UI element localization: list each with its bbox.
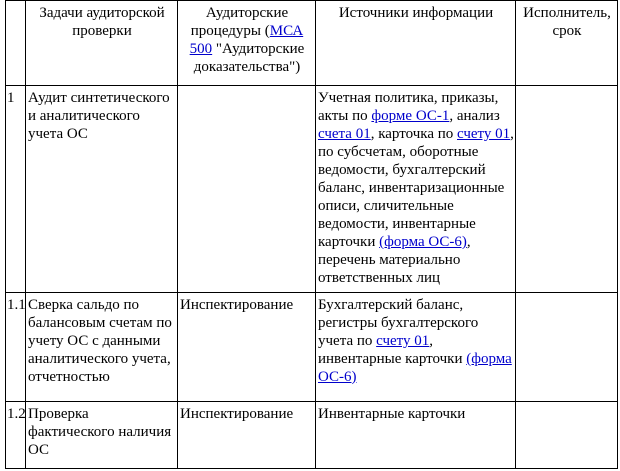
table-row [6,293,618,402]
sources-text: , перечень материально ответственных лиц [318,234,471,286]
row-task: Аудит синтетического и аналитического учета ОС [26,86,178,293]
header-number [6,1,26,86]
table-row [6,86,618,293]
table-row [6,402,618,469]
row-task: Проверка фактического наличия ОС [26,402,178,469]
header-procedures-prefix: Аудиторские процедуры ( [190,5,289,39]
sources-text: , анализ [449,108,500,124]
row-executor [516,293,618,402]
row-number: 1.1 [6,293,26,402]
sources-text: Учетная политика, приказы, акты по [318,90,499,124]
sources-text: , карточка по [370,126,457,142]
msa-500-link[interactable]: МСА 500 [189,23,304,57]
row-task: Сверка сальдо по балансовым счетам по учету ОС с данными аналитического учета, отчетностью [26,293,178,402]
row-sources [316,293,516,402]
row-executor [516,402,618,469]
header-executor: Исполнитель, срок [516,1,618,86]
sources-text: , по субсчетам, оборотные ведомости, бухгалтерский баланс, инвентаризационные описи, сличительные ведомости, инвентарные карточки [318,126,514,250]
sources-text: , инвентарные карточки [318,333,467,367]
row-procedure [178,86,316,293]
header-sources: Источники информации [316,1,516,86]
header-procedures [178,1,316,86]
audit-plan-table [5,0,618,469]
sources-text: Бухгалтерский баланс, регистры бухгалтерского учета по [318,297,479,349]
sources-text: Инвентарные карточки [318,406,466,422]
row-sources [316,402,516,469]
form-os-6-link[interactable]: (форма ОС-6) [379,234,467,250]
table-header-row [6,1,618,86]
account-01-link[interactable]: счета 01 [318,126,371,142]
row-sources [316,86,516,293]
form-os-6-link[interactable]: (форма ОС-6) [318,351,512,385]
row-number: 1 [6,86,26,293]
row-procedure: Инспектирование [178,293,316,402]
row-number: 1.2 [6,402,26,469]
header-procedures-suffix: "Аудиторские доказательства") [193,41,305,75]
account-01-link[interactable]: счету 01 [457,126,511,142]
document-page [5,0,620,471]
form-os-1-link[interactable]: форме ОС-1 [371,108,450,124]
row-executor [516,86,618,293]
row-procedure: Инспектирование [178,402,316,469]
header-tasks: Задачи аудиторской проверки [26,1,178,86]
account-01-link[interactable]: счету 01 [376,333,430,349]
